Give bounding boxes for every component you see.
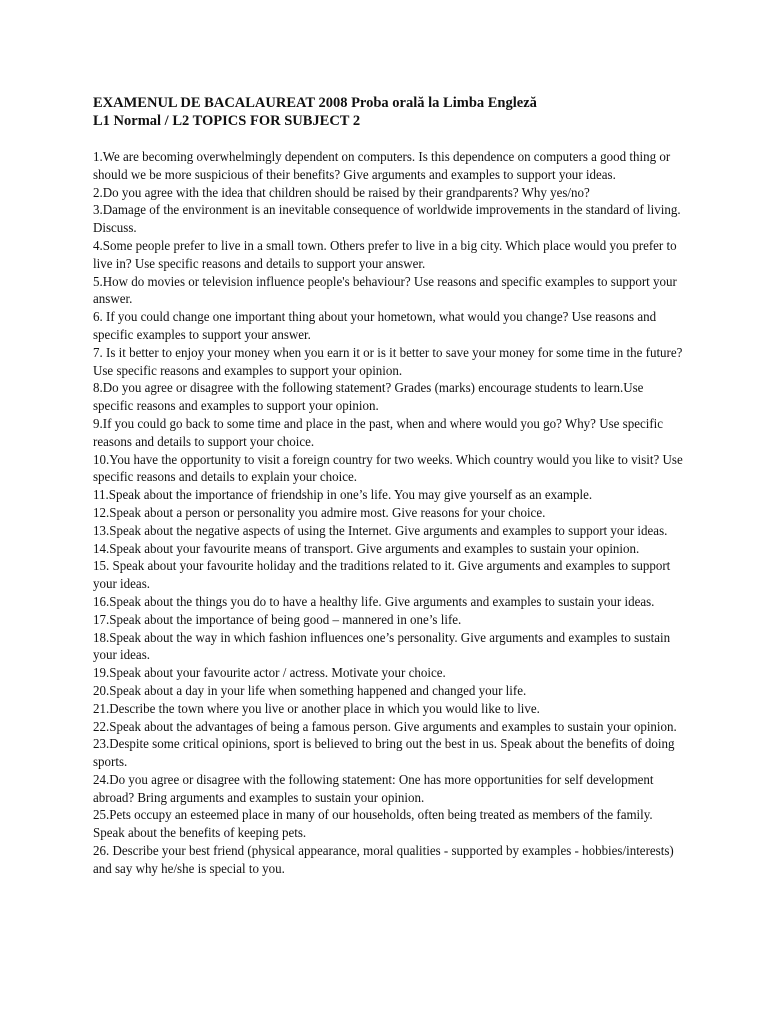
document-title-line-1: EXAMENUL DE BACALAUREAT 2008 Proba orală la Limba Engleză — [93, 95, 537, 111]
topic-item: 8.Do you agree or disagree with the following statement? Grades (marks) encourage students to learn.Use specific reasons and examples to support your opinion. — [93, 380, 644, 414]
topic-item: 3.Damage of the environment is an inevitable consequence of worldwide improvements in the standard of living. Discuss. — [93, 202, 681, 236]
topic-item: 17.Speak about the importance of being good – mannered in one’s life. — [93, 611, 462, 627]
topic-item: 18.Speak about the way in which fashion influences one’s personality. Give arguments and examples to sustain your ideas. — [93, 629, 671, 663]
topic-item: 20.Speak about a day in your life when something happened and changed your life. — [93, 682, 527, 698]
topic-item: 26. Describe your best friend (physical appearance, moral qualities - supported by examples - hobbies/interests) and say why he/she is special to you. — [93, 843, 674, 876]
topic-item: 9.If you could go back to some time and place in the past, when and where would you go? Why? Use specific reasons and details to support your choice. — [93, 415, 664, 449]
topic-item: 21.Describe the town where you live or another place in which you would like to live. — [93, 700, 540, 716]
document-content — [93, 94, 683, 878]
topic-item: 15. Speak about your favourite holiday and the traditions related to it. Give arguments and examples to support your ideas. — [93, 558, 671, 592]
topic-item: 13.Speak about the negative aspects of using the Internet. Give arguments and examples to support your ideas. — [93, 522, 668, 538]
topic-item: 25.Pets occupy an esteemed place in many of our households, often being treated as members of the family. Speak about the benefits of keeping pets. — [93, 807, 653, 841]
topic-item: 12.Speak about a person or personality you admire most. Give reasons for your choice. — [93, 504, 546, 520]
topic-item: 16.Speak about the things you do to have a healthy life. Give arguments and examples to sustain your ideas. — [93, 593, 655, 609]
topic-item: 24.Do you agree or disagree with the following statement: One has more opportunities for self development abroad? Bring arguments and examples to sustain your opinion. — [93, 771, 654, 805]
topic-item: 2.Do you agree with the idea that children should be raised by their grandparents? Why yes/no? — [93, 184, 590, 200]
topic-item: 5.How do movies or television influence people's behaviour? Use reasons and specific examples to support your answer. — [93, 273, 677, 307]
document-title-line-2: L1 Normal / L2 TOPICS FOR SUBJECT 2 — [93, 113, 361, 129]
topic-item: 1.We are becoming overwhelmingly dependent on computers. Is this dependence on computers a good thing or should we be more suspicious of their benefits? Give arguments and examples to support your ideas. — [93, 149, 671, 182]
topic-item: 7. Is it better to enjoy your money when you earn it or is it better to save your money for some time in the future? Use specific reasons and examples to support your opinion. — [93, 344, 683, 378]
topic-list — [93, 148, 685, 878]
topic-item: 6. If you could change one important thing about your hometown, what would you change? Use reasons and specific examples to support your answer. — [93, 309, 657, 342]
topic-item: 23.Despite some critical opinions, sport is believed to bring out the best in us. Speak about the benefits of doing sports. — [93, 736, 675, 770]
topic-item: 11.Speak about the importance of friendship in one’s life. You may give yourself as an example. — [93, 487, 593, 503]
topic-item: 19.Speak about your favourite actor / actress. Motivate your choice. — [93, 665, 446, 681]
topic-item: 4.Some people prefer to live in a small town. Others prefer to live in a big city. Which place would you prefer to live in? Use specific reasons and details to support your answer. — [93, 237, 677, 271]
topic-item: 10.You have the opportunity to visit a foreign country for two weeks. Which country would you like to visit? Use specific reasons and details to explain your choice. — [93, 451, 683, 485]
topic-item: 22.Speak about the advantages of being a famous person. Give arguments and examples to sustain your opinion. — [93, 718, 677, 734]
topic-item: 14.Speak about your favourite means of transport. Give arguments and examples to sustain your opinion. — [93, 540, 640, 556]
